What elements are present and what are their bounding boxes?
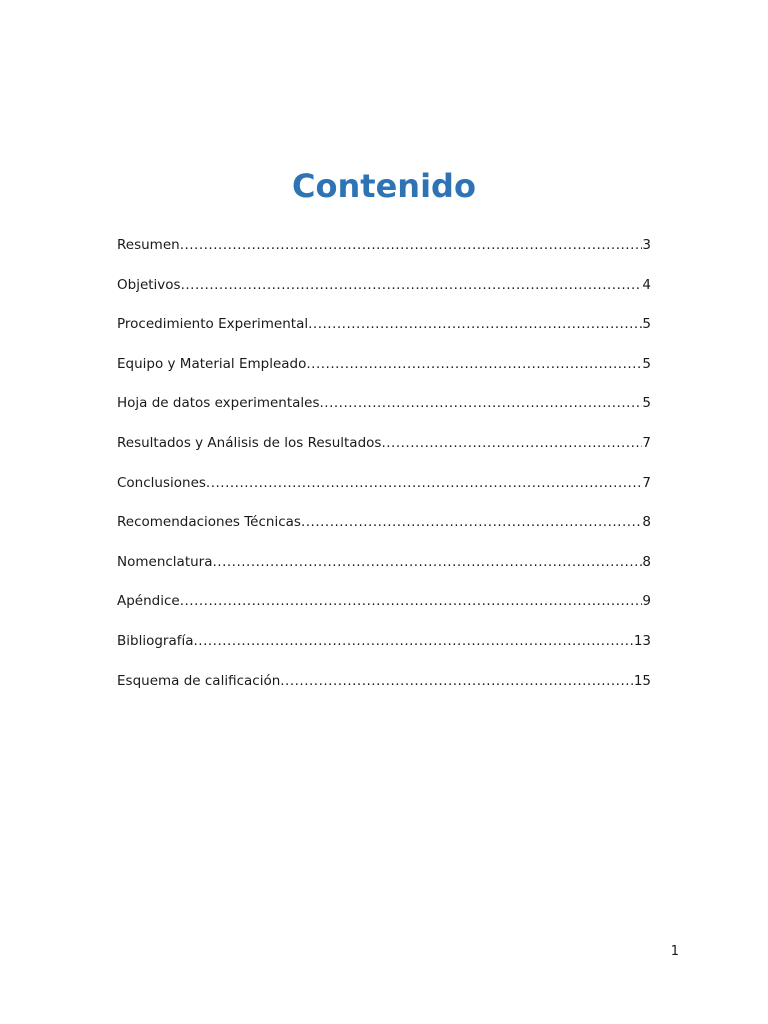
- toc-entry-label: Objetivos: [117, 276, 181, 293]
- toc-dot-leader: [301, 511, 642, 533]
- toc-entry[interactable]: [117, 392, 651, 432]
- toc-entry-page: 9: [642, 593, 651, 610]
- toc-dot-leader: [180, 590, 643, 612]
- toc-entry[interactable]: [117, 511, 651, 551]
- toc-entry-label: Hoja de datos experimentales: [117, 395, 320, 412]
- toc-entry[interactable]: [117, 590, 651, 630]
- toc-dot-leader: [181, 274, 643, 296]
- toc-entry-page: 4: [642, 276, 651, 293]
- toc-dot-leader: [306, 353, 642, 375]
- page-number: 1: [670, 944, 679, 959]
- toc-entry-label: Procedimiento Experimental: [117, 316, 309, 333]
- toc-entry[interactable]: [117, 551, 651, 591]
- toc-entry-page: 15: [633, 672, 651, 689]
- toc-entry-label: Nomenclatura: [117, 553, 213, 570]
- toc-entry-label: Recomendaciones Técnicas: [117, 514, 301, 531]
- toc-entry-page: 8: [642, 514, 651, 531]
- toc-entry-page: 5: [642, 355, 651, 372]
- toc-dot-leader: [280, 670, 634, 692]
- toc-entry-page: 5: [642, 316, 651, 333]
- toc-entry-label: Resultados y Análisis de los Resultados: [117, 434, 382, 451]
- toc-entry[interactable]: [117, 630, 651, 670]
- toc-entry[interactable]: [117, 432, 651, 472]
- table-of-contents: [117, 234, 651, 709]
- toc-dot-leader: [194, 630, 634, 652]
- toc-entry-label: Resumen: [117, 237, 180, 253]
- toc-entry[interactable]: [117, 274, 651, 314]
- toc-dot-leader: [381, 432, 642, 454]
- toc-dot-leader: [180, 234, 643, 256]
- toc-entry-page: 8: [642, 553, 651, 570]
- toc-dot-leader: [320, 392, 643, 414]
- toc-entry-label: Conclusiones: [117, 474, 206, 491]
- toc-entry-page: 13: [633, 632, 651, 649]
- toc-entry-page: 7: [642, 434, 651, 451]
- toc-entry[interactable]: [117, 313, 651, 353]
- toc-dot-leader: [308, 313, 642, 335]
- toc-entry[interactable]: [117, 472, 651, 512]
- toc-entry-label: Equipo y Material Empleado: [117, 355, 307, 372]
- toc-entry-page: 7: [642, 474, 651, 491]
- toc-dot-leader: [206, 472, 642, 494]
- toc-entry[interactable]: [117, 670, 651, 710]
- toc-entry-label: Bibliografía: [117, 632, 194, 649]
- toc-entry-page: 5: [642, 395, 651, 412]
- toc-title: Contenido: [292, 167, 476, 205]
- toc-entry-label: Esquema de calificación: [117, 672, 281, 689]
- toc-entry[interactable]: [117, 353, 651, 393]
- toc-entry-page: 3: [642, 237, 651, 253]
- toc-entry[interactable]: [117, 234, 651, 274]
- toc-dot-leader: [213, 551, 643, 573]
- toc-entry-label: Apéndice: [117, 593, 180, 610]
